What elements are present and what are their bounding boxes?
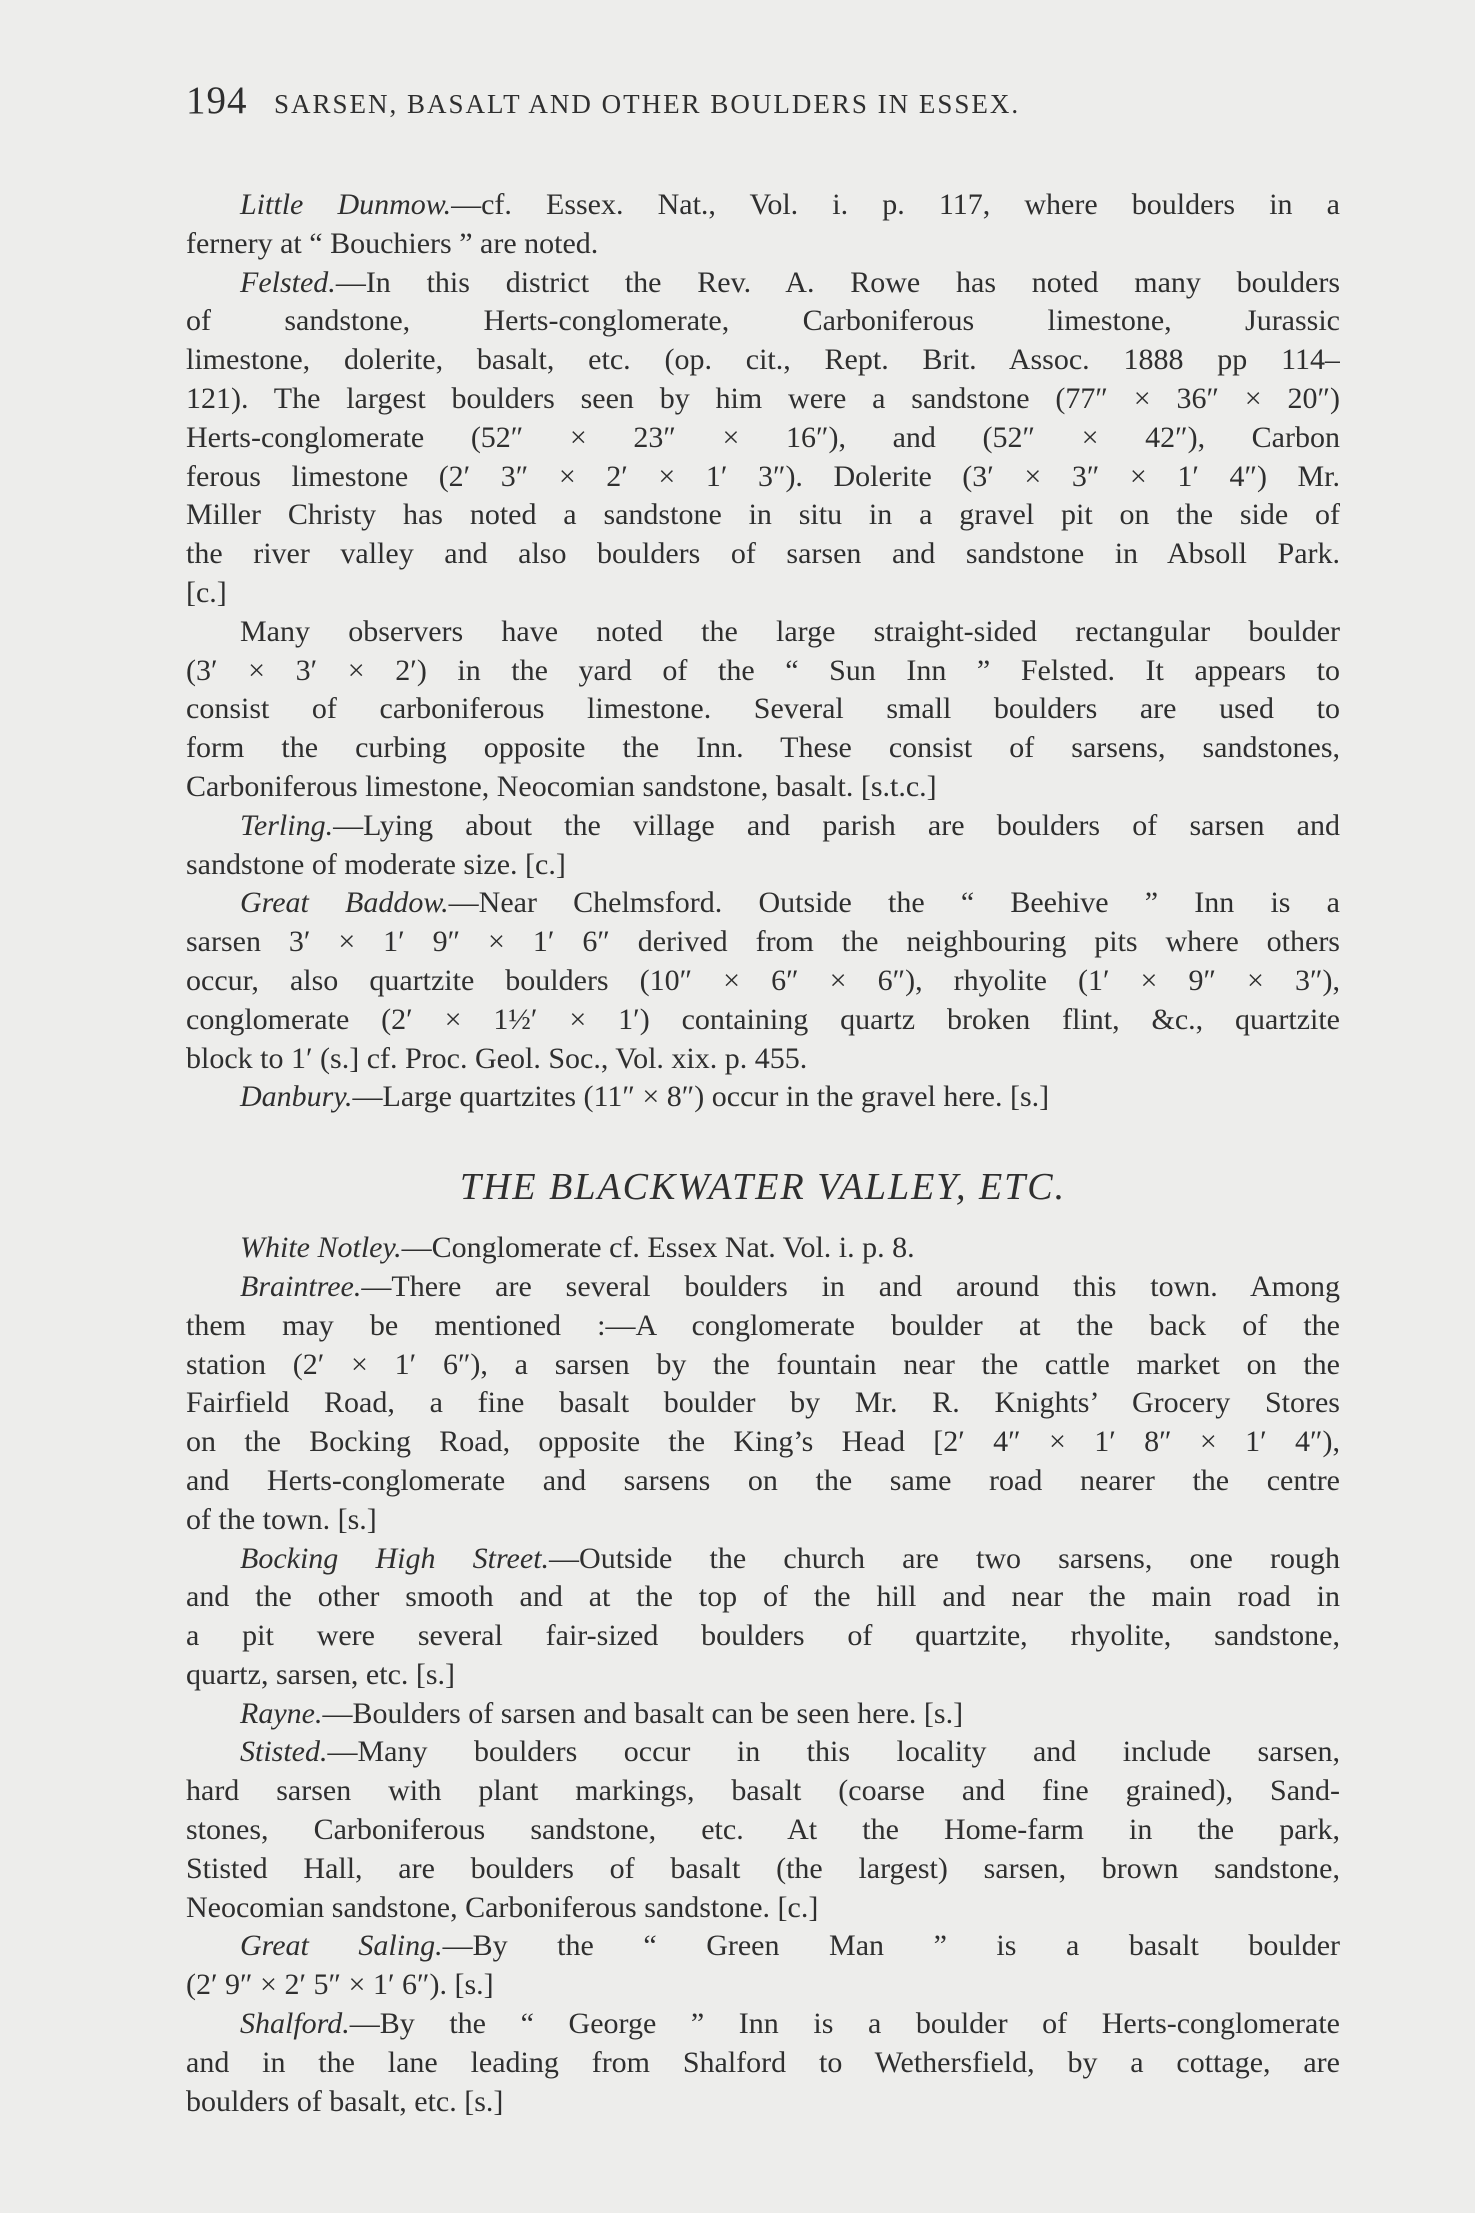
line-text: —Outside the church are two sarsens, one rough <box>549 1541 1340 1575</box>
text-line: occur, also quartzite boulders (10″ × 6″ × 6″), rhyolite (1′ × 9″ × 3″), <box>186 963 1340 997</box>
paragraph <box>186 264 1340 613</box>
text-line <box>186 884 1340 923</box>
text-line: them may be mentioned :—A conglomerate boulder at the back of the <box>186 1308 1340 1342</box>
text-line: fernery at “ Bouchiers ” are noted. <box>186 226 599 260</box>
text-line: Fairfield Road, a fine basalt boulder by Mr. R. Knights’ Grocery Stores <box>186 1386 1340 1420</box>
text-line: on the Bocking Road, opposite the King’s Head [2′ 4″ × 1′ 8″ × 1′ 4″), <box>186 1425 1340 1459</box>
text-line: stones, Carboniferous sandstone, etc. At the Home-farm in the park, <box>186 1813 1340 1847</box>
text-line: and in the lane leading from Shalford to Wethersfield, by a cottage, are <box>186 2045 1340 2079</box>
text-line: ferous limestone (2′ 3″ × 2′ × 1′ 3″). Dolerite (3′ × 3″ × 1′ 4″) Mr. <box>186 459 1340 493</box>
running-header <box>186 78 1340 134</box>
text-line: and the other smooth and at the top of the hill and near the main road in <box>186 1580 1340 1614</box>
text-line: block to 1′ (s.] cf. Proc. Geol. Soc., Vol. xix. p. 455. <box>186 1041 808 1075</box>
paragraph <box>186 1229 1340 1268</box>
paragraph <box>186 1695 1340 1734</box>
text-line <box>186 186 1340 225</box>
section-title: THE BLACKWATER VALLEY, ETC. <box>459 1166 1067 1209</box>
place-name: Great Saling. <box>240 1929 443 1963</box>
text-line: of the town. [s.] <box>186 1502 377 1536</box>
place-name: Rayne. <box>240 1696 323 1730</box>
text-line <box>186 1229 1340 1268</box>
line-text: —By the “ George ” Inn is a boulder of Herts-conglomerate <box>349 2007 1340 2041</box>
text-line: limestone, dolerite, basalt, etc. (op. cit., Rept. Brit. Assoc. 1888 pp 114– <box>186 343 1340 377</box>
text-line: of sandstone, Herts-conglomerate, Carboniferous limestone, Jurassic <box>186 304 1340 338</box>
place-name: Little Dunmow. <box>240 188 452 221</box>
line-text: —Many boulders occur in this locality and include sarsen, <box>327 1735 1340 1769</box>
text-line: form the curbing opposite the Inn. These consist of sarsens, sandstones, <box>186 731 1340 765</box>
running-head: SARSEN, BASALT AND OTHER BOULDERS IN ESSEX. <box>274 89 1021 119</box>
text-line: station (2′ × 1′ 6″), a sarsen by the fountain near the cattle market on the <box>186 1347 1340 1381</box>
text-line <box>186 1540 1340 1579</box>
text-line <box>186 264 1340 303</box>
text-line <box>186 1695 1340 1734</box>
place-name: Terling. <box>240 808 334 842</box>
page <box>186 78 1340 2121</box>
text-line <box>186 807 1340 846</box>
paragraph <box>186 884 1340 1078</box>
text-line: and Herts-conglomerate and sarsens on the same road nearer the centre <box>186 1463 1340 1497</box>
paragraph <box>186 613 1340 807</box>
place-name: Braintree. <box>240 1269 362 1303</box>
place-name: Felsted. <box>240 265 336 299</box>
place-name: Danbury. <box>240 1080 353 1114</box>
paragraph <box>186 186 1340 264</box>
line-text: —Large quartzites (11″ × 8″) occur in the gravel here. [s.] <box>352 1080 1050 1114</box>
text-line: Many observers have noted the large straight-sided rectangular boulder <box>240 614 1340 648</box>
line-text: —There are several boulders in and around this town. Among <box>361 1269 1340 1303</box>
text-line: Herts-conglomerate (52″ × 23″ × 16″), and (52″ × 42″), Carbon <box>186 420 1340 454</box>
line-text: —In this district the Rev. A. Rowe has noted many boulders <box>335 265 1340 299</box>
text-block-before <box>186 186 1340 1117</box>
text-line: Neocomian sandstone, Carboniferous sandstone. [c.] <box>186 1890 819 1924</box>
text-line: (2′ 9″ × 2′ 5″ × 1′ 6″). [s.] <box>186 1968 494 2002</box>
place-name: Bocking High Street. <box>240 1541 550 1575</box>
text-line: (3′ × 3′ × 2′) in the yard of the “ Sun Inn ” Felsted. It appears to <box>186 653 1340 687</box>
text-line <box>186 1078 1340 1117</box>
text-line: Carboniferous limestone, Neocomian sandstone, basalt. [s.t.c.] <box>186 769 937 803</box>
text-line: consist of carboniferous limestone. Several small boulders are used to <box>186 692 1340 726</box>
paragraph <box>186 1733 1340 1927</box>
paragraph <box>186 2005 1340 2121</box>
paragraph <box>186 1078 1340 1117</box>
text-line: boulders of basalt, etc. [s.] <box>186 2084 504 2118</box>
text-line: sarsen 3′ × 1′ 9″ × 1′ 6″ derived from the neighbouring pits where others <box>186 925 1340 959</box>
line-text: —Boulders of sarsen and basalt can be seen here. [s.] <box>322 1696 964 1730</box>
text-line: a pit were several fair-sized boulders of quartzite, rhyolite, sandstone, <box>186 1619 1340 1653</box>
text-line: Miller Christy has noted a sandstone in situ in a gravel pit on the side of <box>186 498 1340 532</box>
place-name: Great Baddow. <box>240 886 449 920</box>
line-text: —By the “ Green Man ” is a basalt boulder <box>442 1929 1340 1963</box>
line-text: —Lying about the village and parish are boulders of sarsen and <box>333 808 1340 842</box>
text-line: hard sarsen with plant markings, basalt (coarse and fine grained), Sand- <box>186 1774 1340 1808</box>
place-name: Shalford. <box>240 2007 350 2041</box>
text-line: the river valley and also boulders of sarsen and sandstone in Absoll Park. <box>186 537 1340 571</box>
text-line <box>186 1733 1340 1772</box>
paragraph <box>186 1927 1340 2005</box>
text-line: quartz, sarsen, etc. [s.] <box>186 1657 456 1691</box>
place-name: Stisted. <box>240 1735 328 1769</box>
page-number: 194 <box>186 79 248 122</box>
text-block-after <box>186 1229 1340 2121</box>
line-text: —Conglomerate cf. Essex Nat. Vol. i. p. 8. <box>401 1231 915 1265</box>
text-line: sandstone of moderate size. [c.] <box>186 847 566 881</box>
text-line <box>186 1927 1340 1966</box>
text-line <box>186 2005 1340 2044</box>
paragraph <box>186 1540 1340 1695</box>
text-line <box>186 1268 1340 1307</box>
paragraph <box>186 1268 1340 1540</box>
line-text: —Near Chelmsford. Outside the “ Beehive ” Inn is a <box>448 886 1340 920</box>
paragraph <box>186 807 1340 885</box>
line-text: —cf. Essex. Nat., Vol. i. p. 117, where boulders in a <box>451 188 1340 221</box>
text-line: conglomerate (2′ × 1½′ × 1′) containing quartz broken flint, &c., quartzite <box>186 1002 1340 1036</box>
place-name: White Notley. <box>240 1231 402 1265</box>
text-line: Stisted Hall, are boulders of basalt (the largest) sarsen, brown sandstone, <box>186 1851 1340 1885</box>
text-line: [c.] <box>186 575 227 609</box>
text-line: 121). The largest boulders seen by him were a sandstone (77″ × 36″ × 20″) <box>186 381 1340 415</box>
